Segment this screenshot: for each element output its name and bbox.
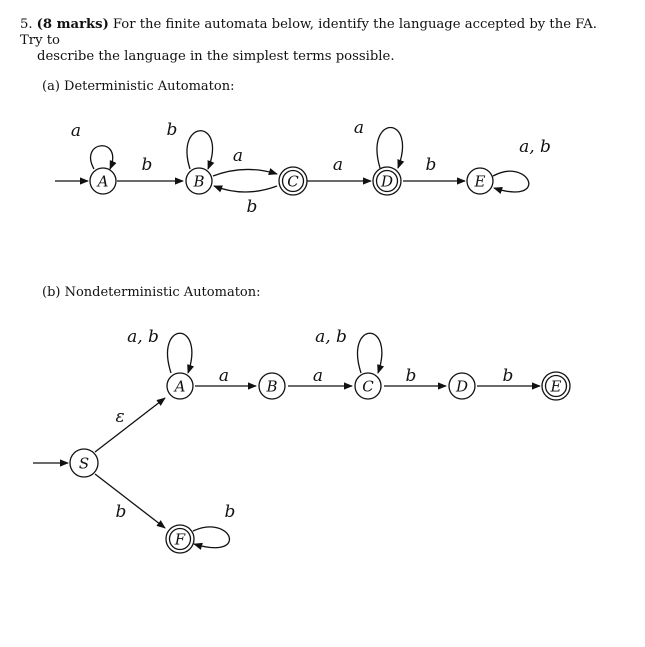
nfa-loop-c [358, 333, 382, 373]
nfa-state-c-label: C [362, 377, 374, 396]
dfa-state-e-label: E [474, 172, 486, 191]
dfa-edge-label-a-b: b [141, 155, 153, 175]
nfa-state-d-label: D [455, 377, 469, 396]
dfa-state-c-label: C [287, 172, 299, 191]
nfa-edge-label-c-c: a, b [315, 327, 347, 347]
nfa-state-a-label: A [174, 377, 186, 396]
nfa-edge-label-s-f: b [115, 502, 127, 522]
question-body-line-1: For the finite automata below, identify the language accepted by the FA. Try to [20, 17, 597, 48]
question-number: 5. [20, 17, 33, 32]
dfa-edge-label-d-d: a [353, 118, 365, 138]
dfa-loop-e [493, 171, 529, 192]
nfa-state-e-label: E [550, 377, 562, 396]
nfa-loop-f [193, 527, 229, 548]
dfa-edge-label-d-e: b [425, 155, 437, 175]
dfa-edge-label-a-a: a [70, 121, 82, 141]
dfa-edge-label-e-e: a, b [519, 137, 551, 157]
nfa-state-s-label: S [78, 454, 90, 473]
dfa-edge-label-b-b: b [166, 120, 178, 140]
dfa-state-d-label: D [380, 172, 394, 191]
dfa-loop-a [91, 146, 113, 169]
nfa-edge-s-f [95, 474, 165, 528]
dfa-edge-label-c-b: b [246, 197, 258, 217]
dfa-loop-b [187, 131, 213, 169]
nfa-text [79, 327, 562, 549]
nfa-state-f-label: F [174, 530, 186, 549]
dfa-edge-label-b-c: a [232, 146, 244, 166]
dfa-state-b-label: B [193, 172, 205, 191]
dfa-edge-c-b [214, 186, 277, 192]
dfa-edge-label-c-d: a [332, 155, 344, 175]
dfa-label: (a) Deterministic Automaton: [42, 79, 235, 94]
nfa-label: (b) Nondeterministic Automaton: [42, 285, 261, 300]
nfa-edge-label-f-f: b [224, 502, 236, 522]
dfa-state-a-label: A [97, 172, 109, 191]
nfa-edge-s-a [95, 398, 165, 452]
nfa-loop-a [168, 333, 192, 373]
nfa-edge-label-d-e: b [502, 366, 514, 386]
question-marks: (8 marks) [36, 17, 109, 32]
nfa-edge-label-b-c: a [312, 366, 324, 386]
nfa-diagram [33, 333, 570, 553]
nfa-edge-label-c-d: b [405, 366, 417, 386]
dfa-loop-d [377, 128, 403, 169]
nfa-edge-label-s-a: ε [115, 407, 125, 427]
dfa-edge-b-c [213, 169, 277, 176]
nfa-edge-label-a-b: a [218, 366, 230, 386]
nfa-edge-label-a-a: a, b [127, 327, 159, 347]
question-body-line-2: describe the language in the simplest terms possible. [37, 49, 395, 64]
nfa-state-b-label: B [266, 377, 278, 396]
